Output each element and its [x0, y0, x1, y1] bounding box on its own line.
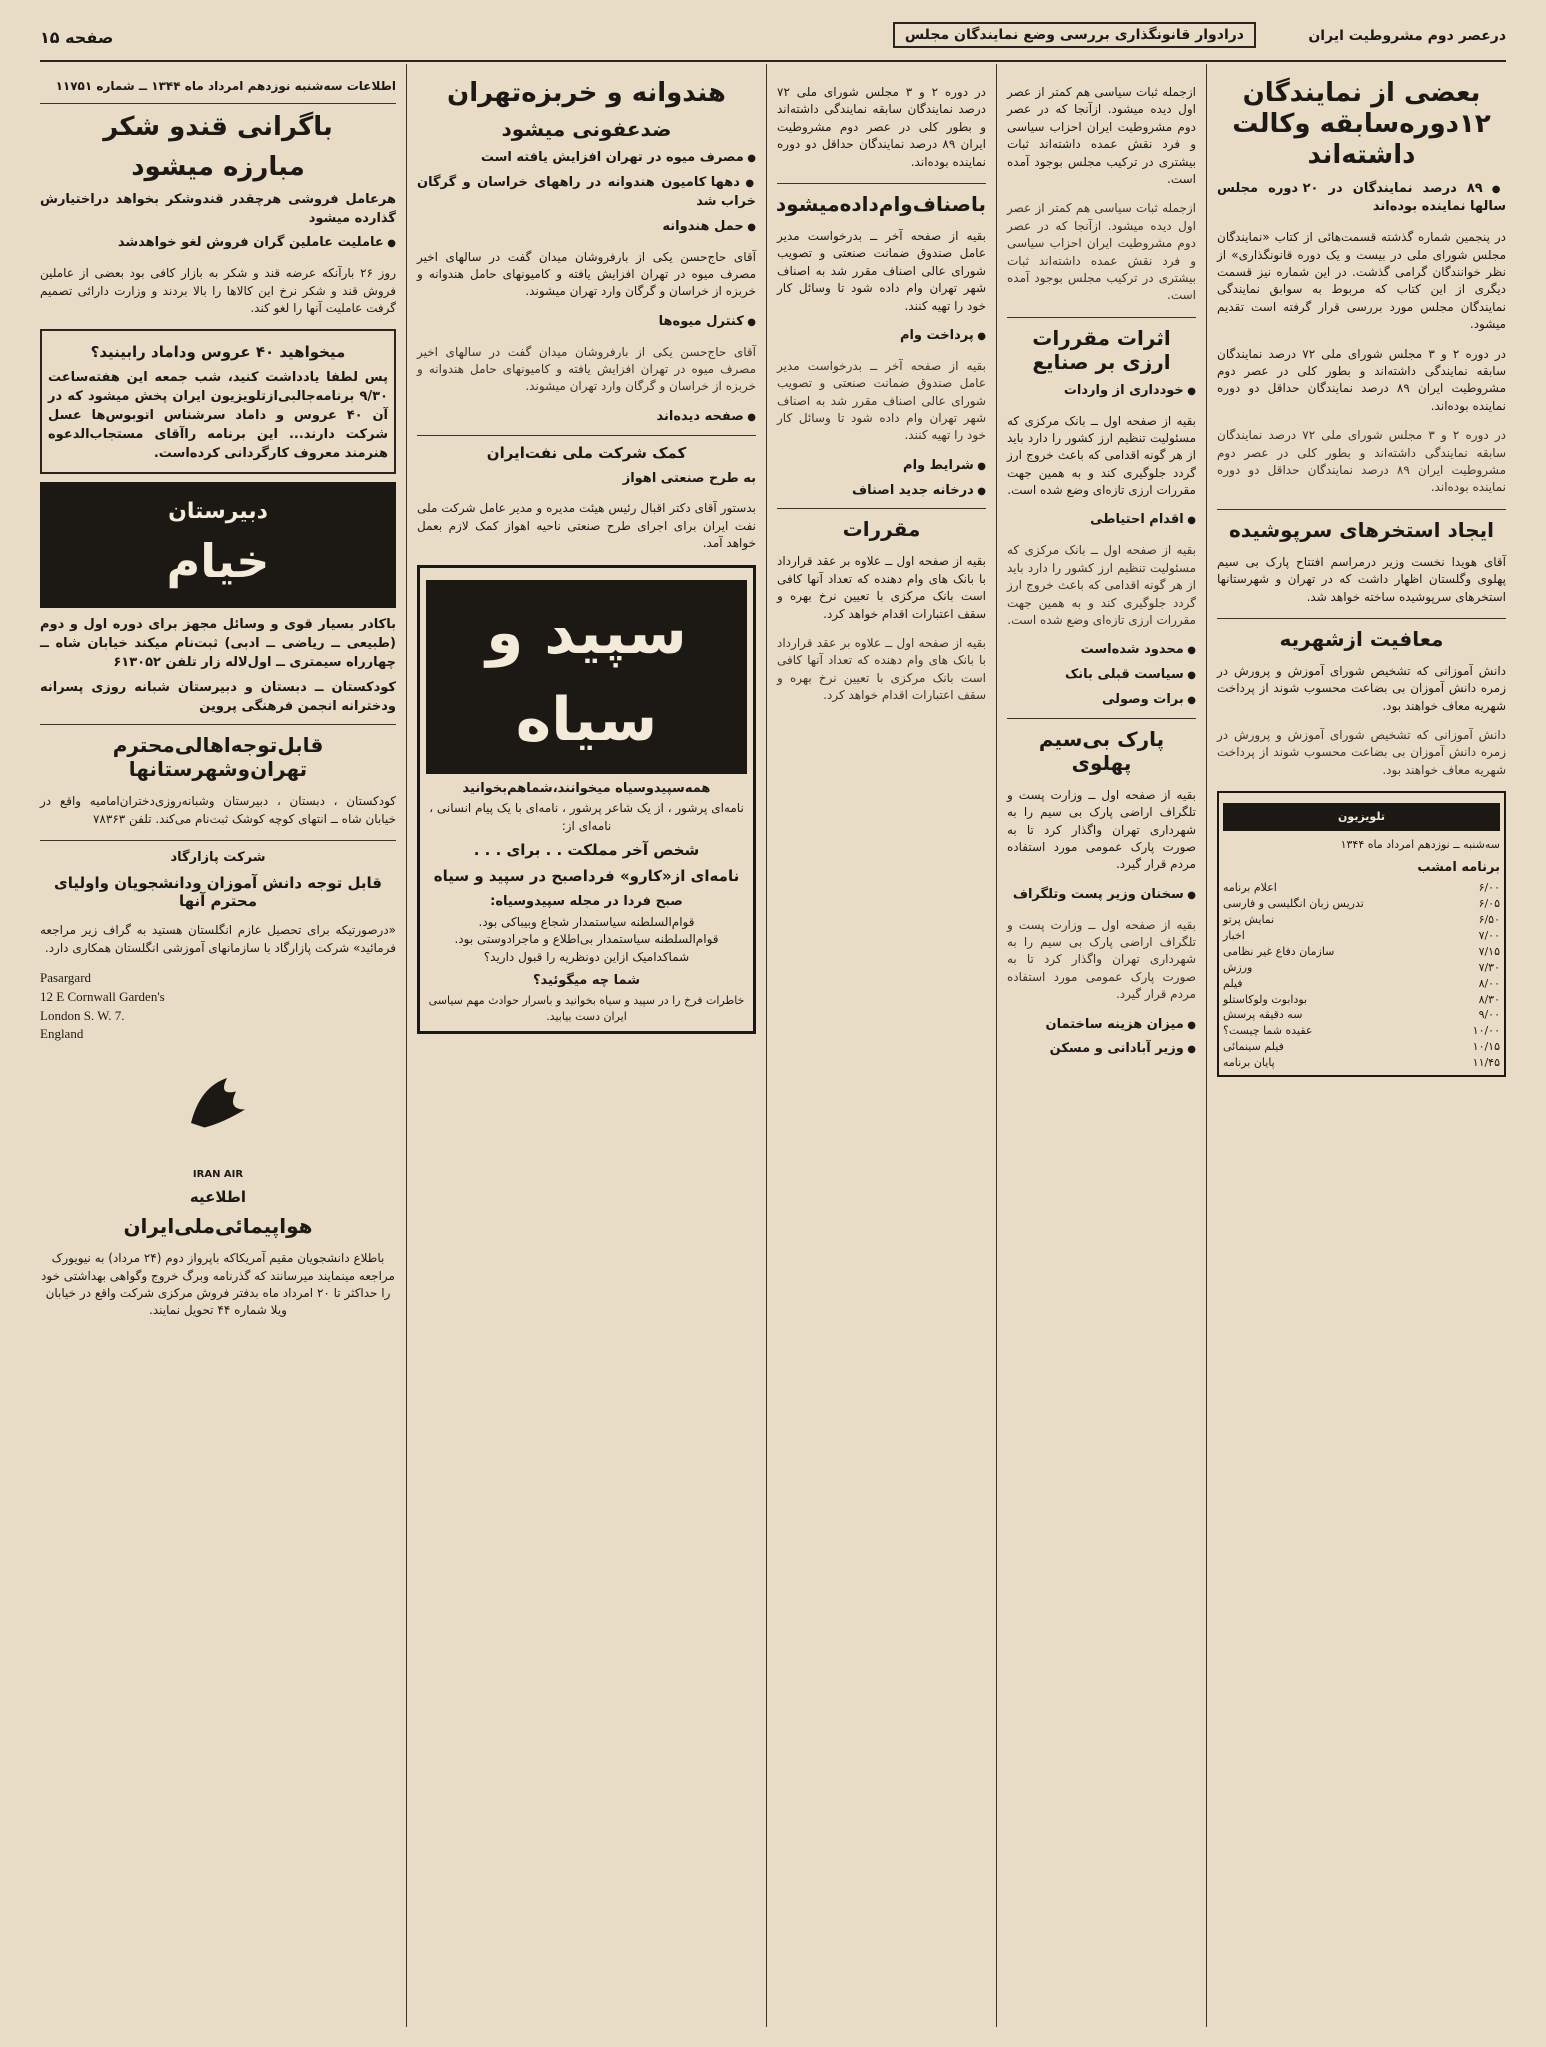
tv-program-title: سازمان دفاع غیر نظامی: [1223, 944, 1335, 958]
mps-continued-text: ازجمله ثبات سیاسی هم کمتر از عصر اول دیده میشود. ازآنجا که در عصر دوم مشروطیت ایران احزاب سیاسی و فرد نقش عمده داشته‌اند ثبات بیشتری در ترکیب مجلس بوجود آمده است.: [1007, 85, 1196, 186]
oil-title: کمک شرکت ملی نفت‌ایران: [486, 443, 687, 462]
issue-line: اطلاعات سه‌شنبه نوزدهم امرداد ماه ۱۳۴۴ ــ شماره ۱۱۷۵۱: [55, 79, 396, 93]
sugar-deck: هرعامل فروشی هرچقدر قندوشکر بخواهد دراختیارش گذارده میشود: [40, 191, 396, 226]
attention-text: کودکستان ، دبستان ، دبیرستان وشبانه‌روزی‌دختران‌امامیه واقع در خیابان شاه ــ انتهای کوچه کوشک ثبت‌نام می‌کند. تلفن ۷۸۳۶۳: [40, 794, 396, 826]
mps-continued-filler: ازجمله ثبات سیاسی هم کمتر از عصر اول دیده میشود. ازآنجا که در عصر دوم مشروطیت ایران احزاب سیاسی و فرد نقش عمده داشته‌اند ثبات بیشتری در ترکیب مجلس بوجود آمده است.: [1007, 201, 1196, 303]
currency-title: اثرات مقررات ارزی بر صنایع: [1032, 325, 1171, 374]
guilds-bullet: ● شرایط وام: [777, 457, 986, 476]
divider: [1007, 718, 1196, 719]
homa-bird-icon: [173, 1060, 263, 1150]
pasargad-address: [40, 969, 396, 1044]
regs-text: بقیه از صفحه اول ــ علاوه بر عقد قرارداد با بانک های وام دهنده که تعداد آنها کافی است بانک مرکزی با تعیین نرخ بهره و سقف اعتبارات اقدام خواهد کرد.: [777, 554, 986, 621]
column-economy: [996, 64, 1206, 2027]
currency-text: بقیه از صفحه اول ــ بانک مرکزی که مسئولیت تنظیم ارز کشور را دارد باید از هر گونه اقدامی که باعث خروج ارز گردد جلوگیری کند و به همین جهت مقررات ارزی تازه‌ای وضع شده است.: [1007, 413, 1196, 498]
header-rule: [40, 60, 1506, 62]
regs-filler: بقیه از صفحه اول ــ علاوه بر عقد قرارداد با بانک های وام دهنده که تعداد آنها کافی است بانک مرکزی با تعیین نرخ بهره و سقف اعتبارات اقدام خواهد کرد.: [777, 635, 986, 703]
guilds-title: باصناف‌وام‌داده‌میشود: [775, 191, 986, 216]
guilds-bullet: ● درخانه جدید اصناف: [777, 482, 986, 501]
divider: [417, 435, 756, 436]
tv-program-title: اخبار: [1223, 928, 1245, 942]
tv-program-row: [1223, 976, 1500, 992]
pools-title: ایجاد استخرهای سرپوشیده: [1228, 517, 1495, 542]
divider: [777, 508, 986, 509]
tv-program-box: [1217, 791, 1506, 1077]
khayyam-school-ad: [40, 482, 396, 609]
divider: [40, 724, 396, 725]
pools-text: آقای هویدا نخست وزیر درمراسم افتتاح پارک بی سیم پهلوی وگلستان اظهار داشت که در تهران و شهرستانها استخرهای سرپوشیده ساخته خواهد شد.: [1217, 554, 1506, 604]
fruit-bullet: ● حمل هندوانه: [417, 218, 756, 237]
address-line: England: [40, 1026, 84, 1042]
exempt-title: معافیت ازشهریه: [1279, 626, 1444, 651]
sepid-o-siah-item: قوام‌السلطنه سیاستمدار بی‌اطلاع و ماجرادوستی بود.: [454, 932, 719, 947]
tv-program-time: ۸/۳۰: [1478, 992, 1500, 1006]
school-text: باکادر بسیار قوی و وسائل مجهز برای دوره اول و دوم (طبیعی ــ ریاضی ــ ادبی) ثبت‌نام میکند خیابان شاه ــ چهارراه سیمتری ــ اول‌لاله زار تلفن ۶۱۳۰۵۲: [40, 617, 396, 670]
fruit-filler: آقای حاج‌حسن یکی از بارفروشان میدان گفت در سالهای اخیر مصرف میوه در تهران افزایش یافته و کامیونهای حامل هندوانه و خربزه از خراسان و گرگان وارد تهران میشوند.: [417, 344, 756, 394]
tv-program-row: [1223, 928, 1500, 944]
tv-program-time: ۱۰/۰۰: [1472, 1024, 1500, 1038]
page-number: صفحه ۱۵: [40, 28, 114, 47]
sugar-text: روز ۲۶ بارآنکه عرضه قند و شکر به بازار کافی بود بعضی از عاملین فروش قند و شکر نرخ این کالاها را بالا بردند و وزارت دارائی تصمیم گرفت عاملیت آنها را لغو کند.: [40, 266, 397, 316]
regs-title: مقررات: [842, 517, 921, 542]
oil-text: بدستور آقای دکتر اقبال رئیس هیئت مدیره و مدیر عامل شرکت ملی نفت ایران برای اجرای طرح صنعتی ناحیه اهواز کمک لازم بعمل خواهد آمد.: [417, 501, 756, 551]
sepid-o-siah-item: شماکدامیک ازاین دونظریه را قبول دارید؟: [483, 949, 690, 964]
tv-program-title: پایان برنامه: [1223, 1056, 1275, 1070]
mps-lead-text: در پنجمین شماره گذشته قسمت‌هائی از کتاب «نمایندگان مجلس شورای ملی در بیست و یک دوره قانونگذاری» از نظر خوانندگان گرامی گذشت. در این شماره نیز قسمت دیگری از این کتاب که مربوط به سوابق نمایندگی نمایندگان مجلس مورد بررسی قرار گرفته است تقدیم میشود.: [1217, 230, 1506, 332]
mps-headline: بعضی از نمایندگان ۱۲دوره‌سابقه وکالت داشته‌اند: [1232, 78, 1491, 171]
sepid-o-siah-next: صبح فردا در مجله سپیدوسیاه:: [490, 894, 683, 910]
sugar-bullet: ● عاملیت عاملین گران فروش لغو خواهدشد: [40, 234, 396, 253]
tv-program-row: [1223, 960, 1500, 976]
kindergarten-text: کودکستان ــ دبستان و دبیرستان شبانه روزی پسرانه ودخترانه انجمن فرهنگی پروین: [40, 679, 396, 714]
column-politics: [1206, 64, 1516, 2027]
tv-program-list: [1223, 880, 1500, 1071]
tv-program-time: ۱۱/۴۵: [1472, 1056, 1500, 1070]
park-bullet: ● میزان هزینه ساختمان: [1007, 1016, 1196, 1035]
column-ads: [30, 64, 406, 2027]
sepid-o-siah-line: شخص آخر مملکت . . برای . . .: [473, 841, 700, 860]
tv-program-time: ۷/۳۰: [1478, 960, 1500, 974]
address-line: Pasargard: [40, 969, 92, 985]
currency-bullet: ● اقدام احتیاطی: [1007, 511, 1196, 530]
fruit-bullet: ● کنترل میوه‌ها: [417, 313, 756, 332]
exempt-filler: دانش آموزانی که تشخیص شورای آموزش و پرورش در زمره دانش آموزان بی بضاعت محسوب شوند از پرداخت شهریه معاف خواهند بود.: [1217, 728, 1506, 777]
tv-program-row: [1223, 1023, 1500, 1039]
tv-program-row: [1223, 1055, 1500, 1071]
currency-bullet: ● برات وصولی: [1007, 691, 1196, 710]
tv-program-title: تدریس زبان انگلیسی و فارسی: [1223, 896, 1364, 910]
park-bullet: ● سخنان وزیر پست وتلگراف: [1007, 886, 1196, 905]
sepid-o-siah-logo: سپید و سیاه: [426, 580, 747, 774]
iran-air-notice: اطلاعیه: [189, 1188, 247, 1207]
mps-filler-1: در دوره ۲ و ۳ مجلس شورای ملی ۷۲ درصد نمایندگان سابقه نمایندگی داشته‌اند و بطور کلی در عصر دوم مشروطیت ایران ۸۹ درصد نمایندگان حداقل دو دوره نماینده بوده‌اند.: [1217, 428, 1507, 495]
tv-program-time: ۷/۰۰: [1478, 928, 1500, 942]
bride-text: پس لطفا یادداشت کنید، شب جمعه این هفته‌ساعت ۹/۳۰ برنامه‌جالبی‌ازتلویزیون ایران پخش میشود که در آن ۴۰ عروس و داماد سرشناس اتوبوس‌ها عسل شرکت دارند... این برنامه راآقای مستجاب‌الدعوه هنرمند معروف کارگردانی کرده‌است.: [48, 370, 388, 461]
divider: [1217, 509, 1506, 510]
tv-program-time: ۶/۰۰: [1478, 880, 1500, 894]
sepid-o-siah-line: نامه‌ای از«کارو» فرداصبح در سپید و سیاه: [433, 867, 740, 886]
divider: [40, 840, 396, 841]
currency-filler: بقیه از صفحه اول ــ بانک مرکزی که مسئولیت تنظیم ارز کشور را دارد باید از هر گونه اقدامی که باعث خروج ارز گردد جلوگیری کند و به همین جهت مقررات ارزی تازه‌ای وضع شده است.: [1007, 543, 1196, 627]
column-fruit: [406, 64, 766, 2027]
oil-subtitle: به طرح صنعتی اهواز: [622, 470, 756, 486]
pasargad-subtitle: قابل توجه دانش آموزان ودانشجویان واولیای محترم آنها: [54, 874, 382, 911]
sugar-title: باگرانی قندو شکر: [103, 112, 333, 143]
guilds-filler: بقیه از صفحه آخر ــ بدرخواست مدیر عامل صندوق ضمانت صنعتی و تصویب شورای عالی اصناف مقرر شد به اصناف شهر تهران وام داده شود تا وسائل کار خود را تهیه کنند.: [777, 358, 986, 443]
address-line: London S. W. 7.: [40, 1007, 125, 1023]
tv-program-time: ۷/۱۵: [1478, 944, 1500, 958]
sepid-o-siah-tagline: همه‌سپیدوسیاه میخوانند،شماهم‌بخوانید: [462, 780, 711, 796]
attention-title: قابل‌توجه‌اهالی‌محترم تهران‌وشهرستانها: [112, 733, 324, 782]
tv-program-time: ۸/۰۰: [1478, 976, 1500, 990]
fruit-bullet: ● دهها کامیون هندوانه در راههای خراسان و گرگان خراب شد: [417, 174, 756, 212]
fruit-bullet: ● مصرف میوه در تهران افزایش یافته است: [417, 149, 756, 168]
pasargad-text: «درصورتیکه برای تحصیل عازم انگلستان هستید به گراف زیر مراجعه فرمائید» شرکت پازارگاد با سازمانهای آموزشی انگلستان همکاری دارد.: [40, 923, 396, 955]
divider: [1007, 317, 1196, 318]
currency-bullet: ● سیاست قبلی بانک: [1007, 666, 1196, 685]
iran-air-title: هواپیمائی‌ملی‌ایران: [123, 1214, 313, 1239]
school-label: دبیرستان: [168, 498, 268, 524]
park-filler: بقیه از صفحه اول ــ وزارت پست و تلگراف اراضی پارک بی سیم را به شهرداری تهران واگذار کرد تا به صورت پارک عمومی مورد استفاده مردم قرار گیرد.: [1007, 917, 1196, 1002]
tv-program-title: بودابوت ولوکاستلو: [1223, 992, 1308, 1006]
fruit-text: آقای حاج‌حسن یکی از بارفروشان میدان گفت در سالهای اخیر مصرف میوه در تهران افزایش یافته و کامیونهای حامل هندوانه و خربزه از خراسان و گرگان وارد تهران میشوند.: [417, 249, 756, 299]
tv-program-label: برنامه امشب: [1417, 860, 1500, 876]
divider: [777, 183, 986, 184]
pasargad-title: شرکت پازارگاد: [170, 850, 266, 866]
fruit-bullet: ● صفحه دیده‌اند: [417, 408, 756, 427]
tv-program-title: اعلام برنامه: [1223, 880, 1277, 894]
park-text: بقیه از صفحه اول ــ وزارت پست و تلگراف اراضی پارک بی سیم را به شهرداری تهران واگذار کرد تا به صورت پارک عمومی مورد استفاده مردم قرار گیرد.: [1007, 787, 1196, 872]
iran-air-label: IRAN AIR: [192, 1168, 244, 1180]
tv-program-title: سه دقیقه پرسش: [1223, 1008, 1303, 1022]
tv-logo: تلویزیون: [1223, 803, 1500, 831]
section-box: درادوار قانونگذاری بررسی وضع نمایندگان مجلس: [893, 22, 1256, 48]
park-bullet: ● وزیر آبادانی و مسکن: [1007, 1040, 1196, 1059]
tv-program-time: ۹/۰۰: [1478, 1008, 1500, 1022]
park-title: پارک بی‌سیم پهلوی: [1038, 726, 1165, 775]
mps-stats-text: در دوره ۲ و ۳ مجلس شورای ملی ۷۲ درصد نمایندگان سابقه نمایندگی داشته‌اند و بطور کلی در عصر دوم مشروطیت ایران ۸۹ درصد نمایندگان حداقل دو دوره نماینده بوده‌اند.: [1217, 346, 1507, 413]
divider: [40, 103, 396, 104]
iran-air-ad: [40, 1054, 396, 1319]
tv-program-row: [1223, 896, 1500, 912]
sugar-subtitle: مبارزه میشود: [131, 151, 305, 182]
sepid-o-siah-footer: خاطرات فرخ را در سپید و سیاه بخوانید و باسرار حوادث مهم سیاسی ایران دست بیابید.: [428, 994, 745, 1024]
tv-program-title: عقیده شما چیست؟: [1223, 1024, 1313, 1038]
tv-date: سه‌شنبه ــ نوزدهم امرداد ماه ۱۳۴۴: [1340, 838, 1500, 852]
fruit-title: هندوانه و خربزه‌تهران: [447, 78, 726, 108]
tv-program-time: ۶/۰۵: [1478, 896, 1500, 910]
tv-program-row: [1223, 944, 1500, 960]
iran-air-text: باطلاع دانشجویان مقیم آمریکاکه باپرواز دوم (۲۴ مرداد) به نیویورک مراجعه مینمایند میرسانند که گذرنامه وبرگ خروج وگواهی بهداشتی خود را حداکثر تا ۲۰ امرداد ماه بدفتر فروش مرکزی شرکت واقع در خیابان ویلا شماره ۴۴ تحویل نمایند.: [41, 1251, 395, 1318]
divider: [1217, 618, 1506, 619]
tv-program-title: فیلم: [1223, 976, 1243, 990]
tv-program-time: ۱۰/۱۵: [1472, 1040, 1500, 1054]
bride-ad: [40, 329, 396, 473]
tv-program-row: [1223, 1039, 1500, 1055]
guilds-bullet: ● پرداخت وام: [777, 327, 986, 346]
guilds-text: بقیه از صفحه آخر ــ بدرخواست مدیر عامل صندوق ضمانت صنعتی و تصویب شورای عالی اصناف مقرر شد به اصناف شهر تهران وام داده شود تا وسائل کار خود را تهیه کنند.: [777, 228, 986, 313]
sepid-o-siah-line: نامه‌ای پرشور ، از یک شاعر پرشور ، نامه‌ای با یک پیام انسانی ، نامه‌ای از:: [429, 801, 744, 833]
tv-program-title: فیلم سینمائی: [1223, 1040, 1284, 1054]
page-masthead: [40, 22, 1506, 56]
tv-program-row: [1223, 1007, 1500, 1023]
bride-title: میخواهید ۴۰ عروس وداماد رابینید؟: [90, 343, 346, 362]
tv-program-title: ورزش: [1223, 960, 1253, 974]
exempt-text: دانش آموزانی که تشخیص شورای آموزش و پرورش در زمره دانش آموزان بی بضاعت محسوب شوند از پرداخت شهریه معاف خواهند بود.: [1217, 663, 1506, 713]
sepid-o-siah-item: قوام‌السلطنه سیاستمدار شجاع وبیباکی بود.: [478, 915, 695, 930]
tv-program-title: نمایش پرتو: [1223, 912, 1275, 926]
tv-program-row: [1223, 992, 1500, 1008]
tv-program-time: ۶/۵۰: [1478, 912, 1500, 926]
currency-bullet: ● محدود شده‌است: [1007, 641, 1196, 660]
school-name: خیام: [166, 533, 270, 588]
guilds-intro: در دوره ۲ و ۳ مجلس شورای ملی ۷۲ درصد نمایندگان سابقه نمایندگی داشته‌اند و بطور کلی در عصر دوم مشروطیت ایران ۸۹ درصد نمایندگان حداقل دو دوره نماینده بوده‌اند.: [777, 85, 986, 169]
address-line: 12 E Cornwall Garden's: [40, 988, 165, 1004]
mps-lead-bullet: ● ۸۹ درصد نمایندگان در ۲۰ دوره مجلس سالها نماینده بوده‌اند: [1217, 180, 1506, 218]
sepid-o-siah-ad: [417, 565, 756, 1034]
column-guilds: [766, 64, 996, 2027]
currency-bullet: ● خودداری از واردات: [1007, 382, 1196, 401]
tv-program-row: [1223, 880, 1500, 896]
era-label: درعصر دوم مشروطیت ایران: [1308, 28, 1506, 44]
sepid-o-siah-item: شما چه میگوئید؟: [533, 973, 640, 989]
tv-program-row: [1223, 912, 1500, 928]
fruit-subtitle: ضدعفونی میشود: [501, 117, 672, 142]
